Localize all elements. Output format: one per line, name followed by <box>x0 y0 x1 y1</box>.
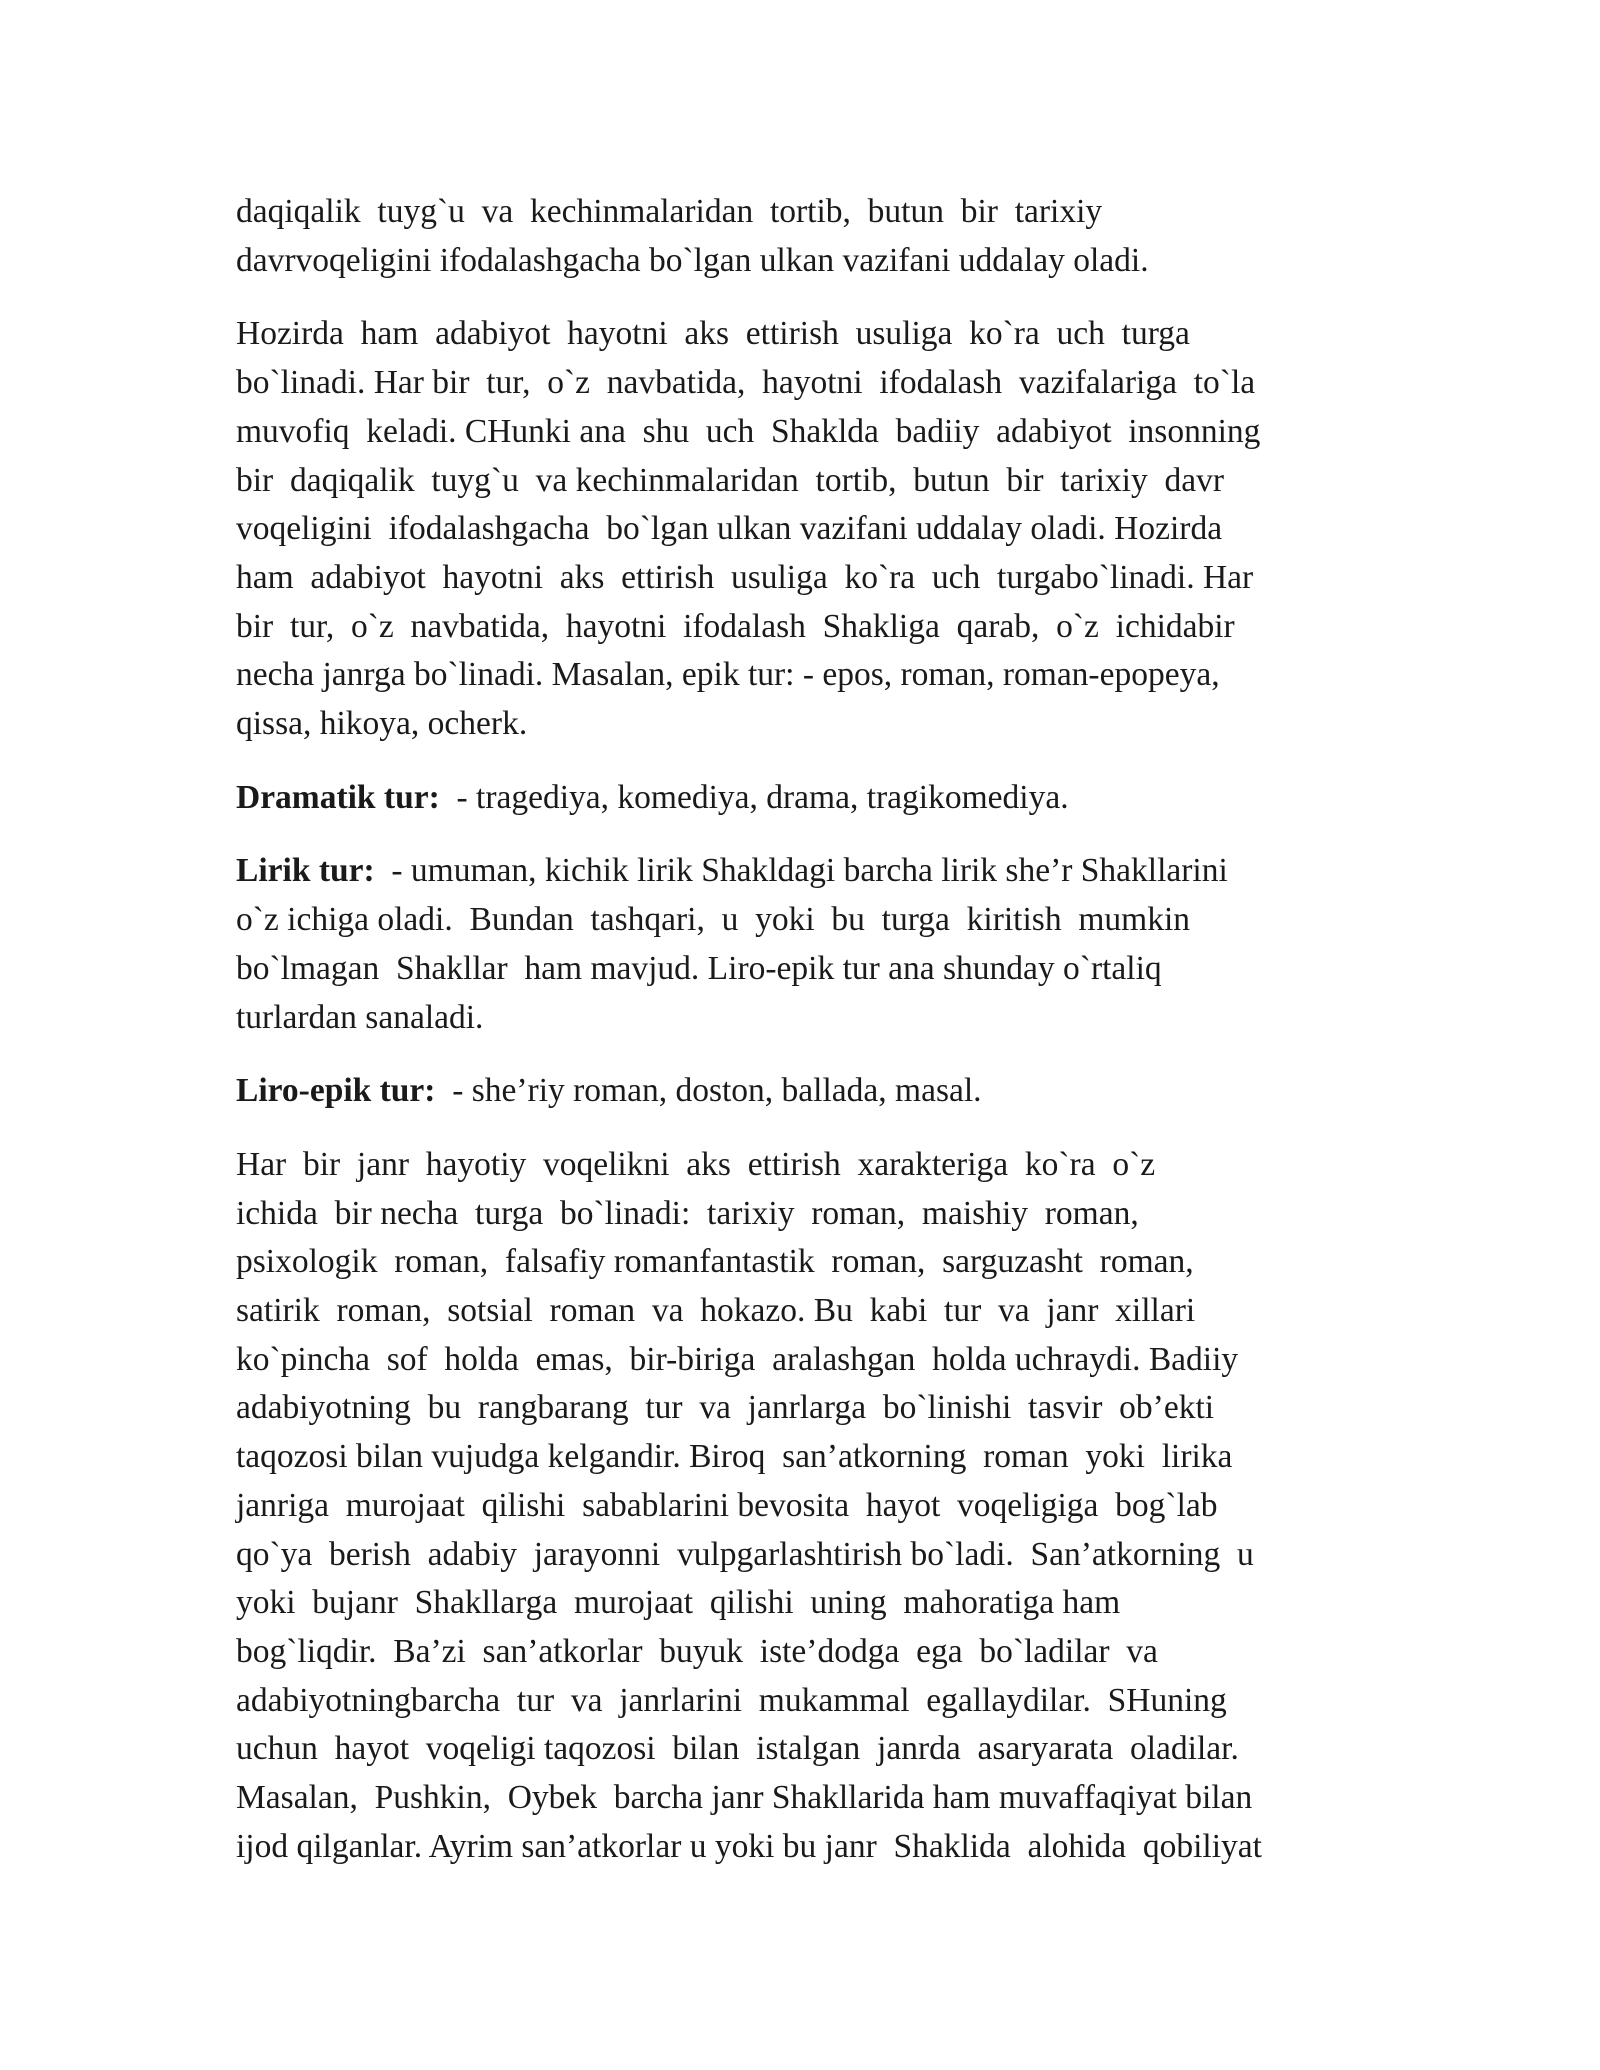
text-line: turlardan sanaladi. <box>236 998 484 1036</box>
text-line: daqiqalik tuyg`u va kechinmalaridan tortib, butun bir tarixiy <box>236 193 1103 230</box>
text-line: voqeligini ifodalashgacha bo`lgan ulkan vazifani uddalay oladi. Hozirda <box>236 510 1223 548</box>
paragraph-intro-continuation <box>236 188 1376 285</box>
text-line: bir daqiqalik tuyg`u va kechinmalaridan tortib, butun bir tarixiy davr <box>236 461 1225 499</box>
term-heading: Lirik tur: <box>236 852 375 890</box>
paragraph-lyric-epic-type <box>236 1067 1376 1116</box>
text-line: satirik roman, sotsial roman va hokazo. Bu kabi tur va janr xillari <box>236 1292 1196 1330</box>
text-line: adabiyotning bu rangbarang tur va janrlarga bo`linishi tasvir ob’ekti <box>236 1389 1215 1427</box>
paragraph-genres <box>236 1141 1376 1872</box>
text-line: psixologik roman, falsafiy romanfantastik roman, sarguzasht roman, <box>236 1243 1194 1281</box>
text-line: o`z ichiga oladi. Bundan tashqari, u yoki bu turga kiritish mumkin <box>236 901 1190 939</box>
text-line: yoki bujanr Shakllarga murojaat qilishi uning mahoratiga ham <box>236 1584 1121 1622</box>
term-definition: - umuman, kichik lirik Shakldagi barcha lirik she’r Shakllarini <box>374 852 1228 890</box>
text-line: qo`ya berish adabiy jarayonni vulpgarlashtirish bo`ladi. San’atkorning u <box>236 1535 1254 1573</box>
term-definition: - she’riy roman, doston, ballada, masal. <box>435 1072 982 1110</box>
text-line: ham adabiyot hayotni aks ettirish usuliga ko`ra uch turgabo`linadi. Har <box>236 558 1254 596</box>
text-line: muvofiq keladi. CHunki ana shu uch Shaklda badiiy adabiyot insonning <box>236 412 1261 450</box>
paragraph-dramatic-type <box>236 774 1376 823</box>
term-definition: - tragediya, komediya, drama, tragikomediya. <box>439 778 1069 816</box>
document-body <box>236 188 1376 1897</box>
text-line: ichida bir necha turga bo`linadi: tarixiy roman, maishiy roman, <box>236 1194 1139 1232</box>
text-line: ko`pincha sof holda emas, bir-biriga aralashgan holda uchraydi. Badiiy <box>236 1340 1239 1378</box>
text-line: taqozosi bilan vujudga kelgandir. Biroq san’atkorning roman yoki lirika <box>236 1438 1233 1476</box>
text-line: Masalan, Pushkin, Oybek barcha janr Shakllarida ham muvaffaqiyat bilan <box>236 1779 1253 1817</box>
text-line: necha janrga bo`linadi. Masalan, epik tur: - epos, roman, roman-epopeya, <box>236 656 1220 694</box>
text-line: uchun hayot voqeligi taqozosi bilan istalgan janrda asaryarata oladilar. <box>236 1730 1239 1768</box>
text-line: adabiyotningbarcha tur va janrlarini mukammal egallaydilar. SHuning <box>236 1681 1227 1719</box>
text-line: janriga murojaat qilishi sabablarini bevosita hayot voqeligiga bog`lab <box>236 1486 1218 1524</box>
text-line: Hozirda ham adabiyot hayotni aks ettirish usuliga ko`ra uch turga <box>236 315 1190 353</box>
text-line: ijod qilganlar. Ayrim san’atkorlar u yoki bu janr Shaklida alohida qobiliyat <box>236 1827 1262 1865</box>
text-line: qissa, hikoya, ocherk. <box>236 705 528 743</box>
text-line <box>236 1067 1376 1116</box>
paragraph-literary-types <box>236 310 1376 748</box>
text-line: bo`linadi. Har bir tur, o`z navbatida, hayotni ifodalash vazifalariga to`la <box>236 364 1256 402</box>
text-line: bo`lmagan Shakllar ham mavjud. Liro-epik tur ana shunday o`rtaliq <box>236 949 1162 987</box>
text-line: bog`liqdir. Ba’zi san’atkorlar buyuk iste’dodga ega bo`ladilar va <box>236 1632 1158 1670</box>
text-line <box>236 774 1376 823</box>
text-line: davrvoqeligini ifodalashgacha bo`lgan ulkan vazifani uddalay oladi. <box>236 241 1149 279</box>
text-line: bir tur, o`z navbatida, hayotni ifodalash Shakliga qarab, o`z ichidabir <box>236 607 1235 645</box>
term-heading: Dramatik tur: <box>236 778 440 816</box>
paragraph-lyric-type <box>236 847 1376 1042</box>
text-line: Har bir janr hayotiy voqelikni aks ettirish xarakteriga ko`ra o`z <box>236 1145 1156 1183</box>
text-line <box>236 847 1376 896</box>
term-heading: Liro-epik tur: <box>236 1072 436 1110</box>
